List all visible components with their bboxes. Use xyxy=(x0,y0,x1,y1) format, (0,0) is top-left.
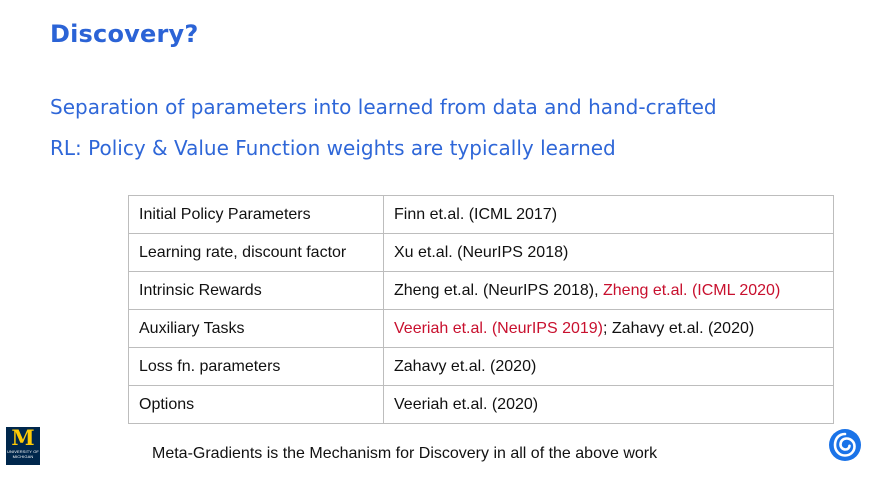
parameter-cell: Options xyxy=(129,386,384,424)
slide-footer-note: Meta-Gradients is the Mechanism for Discovery in all of the above work xyxy=(152,445,658,462)
reference-cell: Xu et.al. (NeurIPS 2018) xyxy=(384,234,834,272)
michigan-caption: UNIVERSITY OF MICHIGAN xyxy=(7,449,39,459)
reference-cell: Veeriah et.al. (2020) xyxy=(384,386,834,424)
table-row xyxy=(129,348,834,386)
bullet-rl-weights: RL: Policy & Value Function weights are typically learned xyxy=(50,136,616,160)
parameter-cell: Initial Policy Parameters xyxy=(129,196,384,234)
table-row xyxy=(129,196,834,234)
table-row xyxy=(129,386,834,424)
reference-cell: Finn et.al. (ICML 2017) xyxy=(384,196,834,234)
discovery-references-table xyxy=(128,195,834,424)
deepmind-logo-icon xyxy=(828,428,862,462)
slide-title: Discovery? xyxy=(50,20,199,48)
reference-cell: Zahavy et.al. (2020) xyxy=(384,348,834,386)
highlighted-reference: Zheng et.al. (ICML 2020) xyxy=(603,281,781,299)
reference-cell xyxy=(384,310,834,348)
parameter-cell: Intrinsic Rewards xyxy=(129,272,384,310)
highlighted-reference: Veeriah et.al. (NeurIPS 2019) xyxy=(394,319,604,337)
table-row xyxy=(129,234,834,272)
reference-text: ; Zahavy et.al. (2020) xyxy=(603,319,755,337)
reference-cell xyxy=(384,272,834,310)
table-row xyxy=(129,272,834,310)
parameter-cell: Loss fn. parameters xyxy=(129,348,384,386)
parameter-cell: Auxiliary Tasks xyxy=(129,310,384,348)
parameter-cell: Learning rate, discount factor xyxy=(129,234,384,272)
table-row xyxy=(129,310,834,348)
bullet-parameter-separation: Separation of parameters into learned from data and hand-crafted xyxy=(50,95,717,119)
reference-text: Zheng et.al. (NeurIPS 2018), xyxy=(394,281,603,299)
university-of-michigan-logo xyxy=(6,427,40,465)
michigan-block-m: M xyxy=(11,425,35,450)
